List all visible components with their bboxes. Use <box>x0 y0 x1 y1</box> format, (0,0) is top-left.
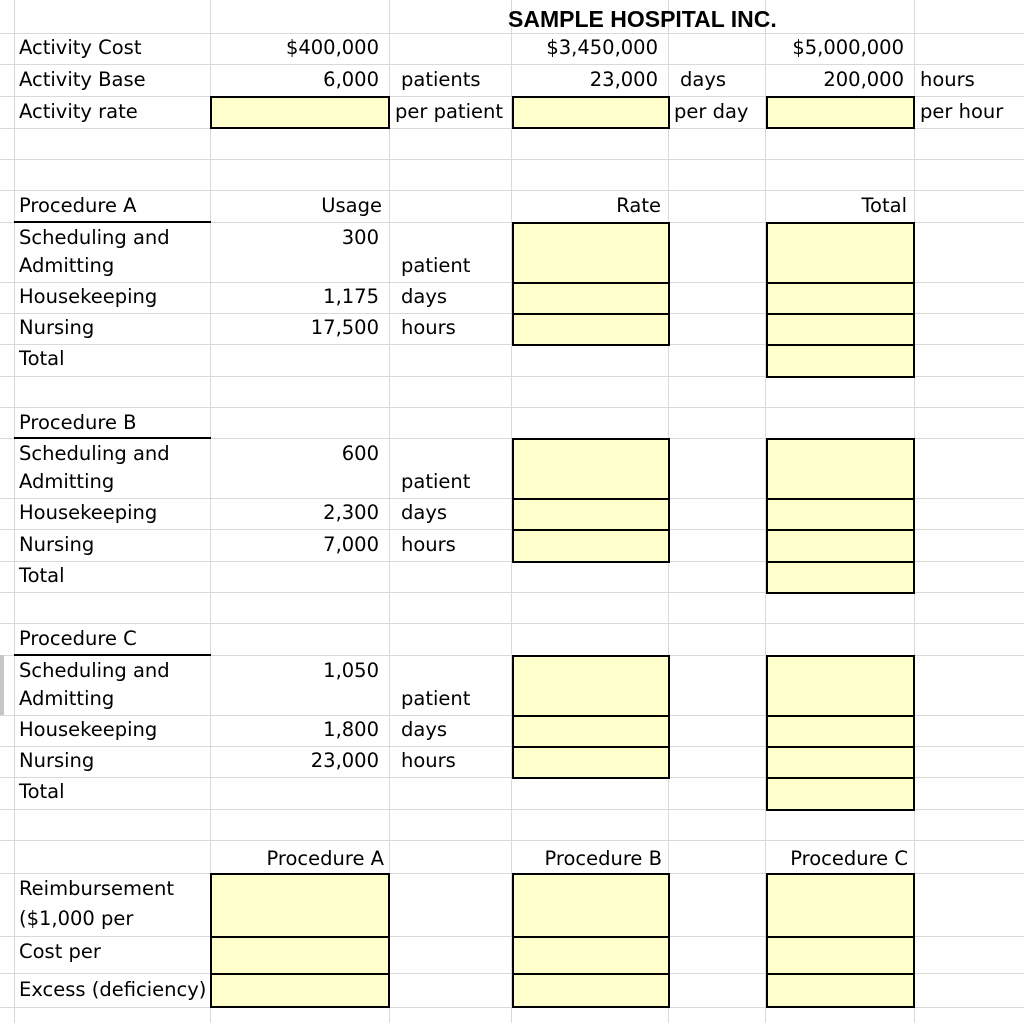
procedure-c-scheduling-label: Scheduling and <box>19 659 170 682</box>
activity-base-scheduling-unit: patients <box>401 68 481 91</box>
procedure-b-scheduling-total-input[interactable] <box>766 438 915 500</box>
usage-column-header: Usage <box>321 194 382 217</box>
procedure-b-nursing-unit: hours <box>401 533 456 556</box>
total-column-header: Total <box>861 194 907 217</box>
procedure-c-underline <box>14 654 211 656</box>
procedure-a-scheduling-usage: 300 <box>341 226 379 249</box>
procedure-c-scheduling-total-input[interactable] <box>766 655 915 717</box>
procedure-c-total-label: Total <box>19 780 65 803</box>
procedure-b-housekeeping-label: Housekeeping <box>19 501 158 524</box>
activity-rate-housekeeping-unit: per day <box>674 100 749 123</box>
cost-per-c-input[interactable] <box>766 936 915 975</box>
procedure-b-scheduling-rate-input[interactable] <box>512 438 670 500</box>
excess-deficiency-label: Excess (deficiency) <box>19 978 207 1001</box>
procedure-c-nursing-unit: hours <box>401 749 456 772</box>
procedure-b-housekeeping-usage: 2,300 <box>323 501 379 524</box>
procedure-c-scheduling-usage: 1,050 <box>323 659 379 682</box>
activity-base-nursing: 200,000 <box>823 68 904 91</box>
procedure-c-nursing-label: Nursing <box>19 749 95 772</box>
procedure-a-total-label: Total <box>19 347 65 370</box>
procedure-c-housekeeping-rate-input[interactable] <box>512 715 670 748</box>
procedure-a-housekeeping-rate-input[interactable] <box>512 282 670 315</box>
reimbursement-b-input[interactable] <box>512 873 670 938</box>
procedure-a-scheduling-total-input[interactable] <box>766 222 915 284</box>
activity-base-label: Activity Base <box>19 68 146 91</box>
procedure-c-total-input[interactable] <box>766 777 915 811</box>
procedure-a-nursing-label: Nursing <box>19 316 95 339</box>
procedure-b-nursing-rate-input[interactable] <box>512 529 670 563</box>
procedure-c-nursing-usage: 23,000 <box>310 749 379 772</box>
procedure-b-housekeeping-rate-input[interactable] <box>512 498 670 531</box>
activity-rate-nursing-input[interactable] <box>766 96 915 129</box>
procedure-c-admitting-label: Admitting <box>19 687 115 710</box>
procedure-b-underline <box>14 437 211 439</box>
procedure-a-housekeeping-total-input[interactable] <box>766 282 915 315</box>
procedure-b-nursing-usage: 7,000 <box>323 533 379 556</box>
summary-procedure-c-header: Procedure C <box>790 847 908 870</box>
procedure-b-scheduling-label: Scheduling and <box>19 442 170 465</box>
cost-per-b-input[interactable] <box>512 936 670 975</box>
activity-rate-nursing-unit: per hour <box>920 100 1004 123</box>
activity-rate-scheduling-input[interactable] <box>210 96 390 129</box>
procedure-a-scheduling-label: Scheduling and <box>19 226 170 249</box>
procedure-a-nursing-total-input[interactable] <box>766 313 915 346</box>
procedure-b-scheduling-unit: patient <box>401 470 471 493</box>
procedure-b-total-label: Total <box>19 564 65 587</box>
procedure-a-nursing-unit: hours <box>401 316 456 339</box>
procedure-a-scheduling-unit: patient <box>401 254 471 277</box>
procedure-c-nursing-rate-input[interactable] <box>512 746 670 779</box>
procedure-a-housekeeping-usage: 1,175 <box>323 285 379 308</box>
procedure-a-heading: Procedure A <box>19 194 137 217</box>
summary-procedure-b-header: Procedure B <box>544 847 662 870</box>
procedure-b-housekeeping-total-input[interactable] <box>766 498 915 531</box>
activity-base-nursing-unit: hours <box>920 68 975 91</box>
procedure-b-nursing-total-input[interactable] <box>766 529 915 563</box>
excess-c-input[interactable] <box>766 973 915 1008</box>
procedure-b-scheduling-usage: 600 <box>341 442 379 465</box>
procedure-a-scheduling-rate-input[interactable] <box>512 222 670 284</box>
reimbursement-label: Reimbursement <box>19 877 174 900</box>
procedure-b-total-input[interactable] <box>766 561 915 594</box>
procedure-c-nursing-total-input[interactable] <box>766 746 915 779</box>
activity-rate-scheduling-unit: per patient <box>395 100 503 123</box>
activity-cost-label: Activity Cost <box>19 36 142 59</box>
procedure-b-heading: Procedure B <box>19 411 137 434</box>
procedure-c-housekeeping-unit: days <box>401 718 448 741</box>
activity-cost-nursing: $5,000,000 <box>792 36 904 59</box>
procedure-a-admitting-label: Admitting <box>19 254 115 277</box>
activity-cost-scheduling: $400,000 <box>285 36 379 59</box>
row-selection-marker <box>0 655 4 715</box>
activity-base-housekeeping-unit: days <box>680 68 727 91</box>
reimbursement-sublabel: ($1,000 per <box>19 907 134 930</box>
sheet-title: SAMPLE HOSPITAL INC. <box>508 6 777 32</box>
summary-procedure-a-header: Procedure A <box>266 847 384 870</box>
procedure-a-underline <box>14 221 211 223</box>
procedure-a-nursing-usage: 17,500 <box>310 316 379 339</box>
procedure-a-total-input[interactable] <box>766 344 915 378</box>
procedure-c-housekeeping-total-input[interactable] <box>766 715 915 748</box>
procedure-c-housekeeping-label: Housekeeping <box>19 718 158 741</box>
excess-a-input[interactable] <box>210 973 390 1008</box>
procedure-c-scheduling-rate-input[interactable] <box>512 655 670 717</box>
procedure-b-admitting-label: Admitting <box>19 470 115 493</box>
cost-per-a-input[interactable] <box>210 936 390 975</box>
procedure-a-nursing-rate-input[interactable] <box>512 313 670 346</box>
cost-per-label: Cost per <box>19 940 101 963</box>
procedure-b-housekeeping-unit: days <box>401 501 448 524</box>
procedure-c-heading: Procedure C <box>19 627 137 650</box>
reimbursement-c-input[interactable] <box>766 873 915 938</box>
excess-b-input[interactable] <box>512 973 670 1008</box>
activity-rate-housekeeping-input[interactable] <box>512 96 670 129</box>
procedure-a-housekeeping-unit: days <box>401 285 448 308</box>
activity-cost-housekeeping: $3,450,000 <box>546 36 658 59</box>
rate-column-header: Rate <box>616 194 661 217</box>
procedure-b-nursing-label: Nursing <box>19 533 95 556</box>
procedure-a-housekeeping-label: Housekeeping <box>19 285 158 308</box>
activity-rate-label: Activity rate <box>19 100 138 123</box>
reimbursement-a-input[interactable] <box>210 873 390 938</box>
procedure-c-housekeeping-usage: 1,800 <box>323 718 379 741</box>
activity-base-scheduling: 6,000 <box>323 68 379 91</box>
procedure-c-scheduling-unit: patient <box>401 687 471 710</box>
activity-base-housekeeping: 23,000 <box>589 68 658 91</box>
